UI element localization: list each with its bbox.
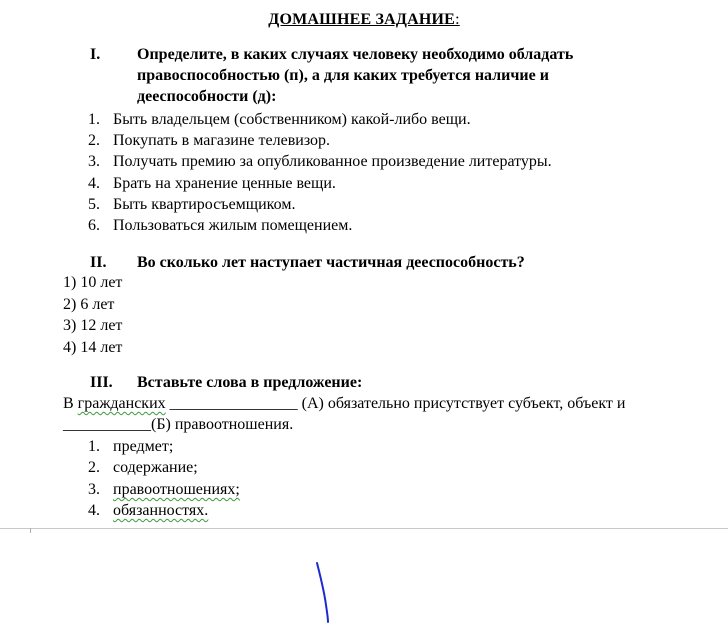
list-item: 3. правоотношениях;	[88, 481, 240, 498]
section-1-heading-line: правоспособностью (п), а для каких требуется наличие и	[137, 67, 549, 84]
spellcheck-flagged-word: правоотношениях;	[113, 481, 240, 498]
blank-b: ___________	[63, 416, 151, 433]
section-1-numeral: I.	[90, 46, 101, 63]
section-1-heading-line: Определите, в каких случаях человеку необходимо обладать	[137, 46, 574, 63]
list-item: 1. предмет;	[88, 438, 174, 455]
section-3-numeral: III.	[90, 374, 113, 391]
answer-option: 3) 12 лет	[63, 317, 123, 334]
answer-option: 4) 14 лет	[63, 339, 123, 356]
spellcheck-flagged-word: гражданских	[77, 395, 166, 412]
answer-option: 2) 6 лет	[63, 296, 115, 313]
list-item: 2. Покупать в магазине телевизор.	[88, 132, 331, 149]
document-title: ДОМАШНЕЕ ЗАДАНИЕ:	[268, 11, 460, 28]
blank-a: ________________	[169, 395, 298, 412]
list-item: 2. содержание;	[88, 459, 198, 476]
spellcheck-flagged-word: обязанностях.	[113, 502, 209, 519]
list-item: 6. Пользоваться жилым помещением.	[88, 217, 353, 234]
section-1-heading-line: дееспособности (д):	[137, 88, 277, 105]
answer-option: 1) 10 лет	[63, 274, 123, 291]
section-2-heading: Во сколько лет наступает частичная дееспособность?	[137, 254, 525, 271]
fill-in-sentence-line-1: В гражданских ________________ (А) обязательно присутствует субъект, объект и	[63, 395, 626, 412]
list-item: 3. Получать премию за опубликованное произведение литературы.	[88, 153, 552, 170]
pen-stroke	[317, 563, 328, 622]
list-item: 5. Быть квартиросъемщиком.	[88, 196, 296, 213]
list-item: 1. Быть владельцем (собственником) какой-либо вещи.	[88, 111, 471, 128]
section-2-numeral: II.	[90, 254, 107, 271]
list-item: 4. обязанностях.	[88, 502, 209, 519]
fill-in-sentence-line-2: ___________(Б) правоотношения.	[63, 416, 294, 433]
list-item: 4. Брать на хранение ценные вещи.	[88, 175, 336, 192]
section-3-heading: Вставьте слова в предложение:	[137, 374, 363, 391]
